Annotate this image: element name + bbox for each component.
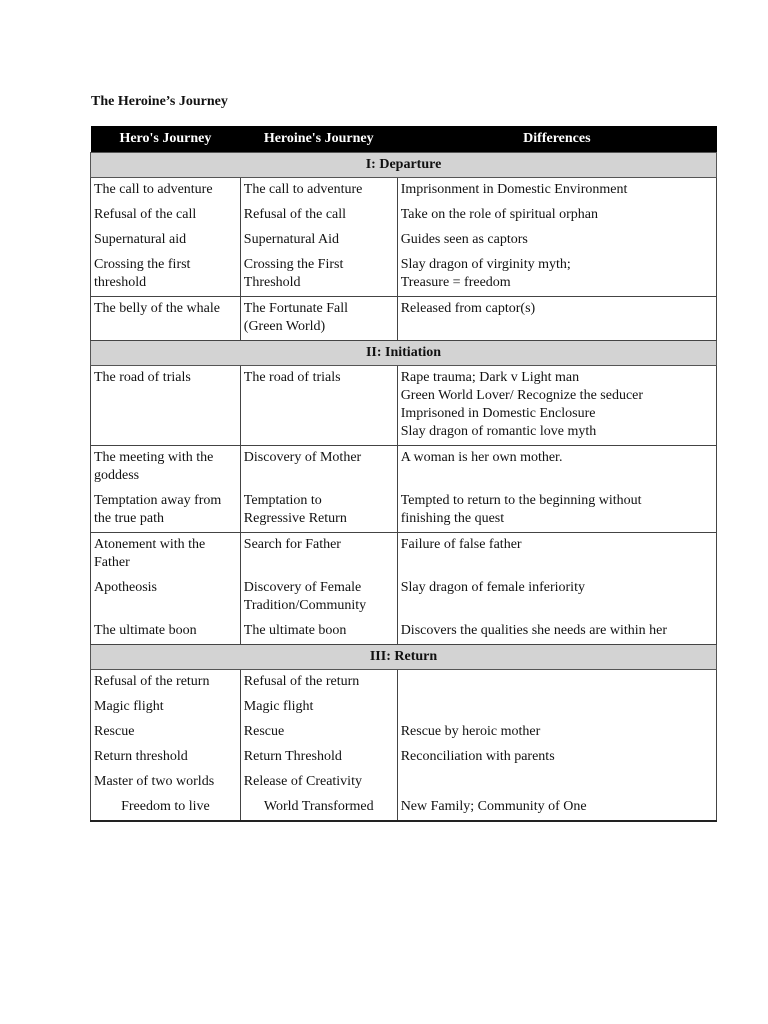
hero-cell <box>91 533 241 577</box>
document-title: The Heroine’s Journey <box>91 94 228 109</box>
hero-text-line: The meeting with the <box>94 450 214 465</box>
hero-text-line: Crossing the first <box>94 257 191 272</box>
table-row <box>91 297 717 341</box>
section-title: II: Initiation <box>91 341 717 366</box>
diff-cell <box>397 297 716 341</box>
hero-cell <box>91 670 241 696</box>
diff-text-line: Slay dragon of virginity myth; <box>400 257 571 272</box>
hero-text-line: The belly of the whale <box>94 301 220 316</box>
heroine-text-line: Return Threshold <box>243 749 342 764</box>
hero-cell <box>91 795 241 821</box>
hero-text-line: The call to adventure <box>94 182 213 197</box>
section-header-row <box>91 153 717 178</box>
hero-text-line: Refusal of the call <box>94 207 197 222</box>
heroine-cell <box>240 203 397 228</box>
header-differences: Differences <box>397 126 716 153</box>
header-heroines-journey: Heroine's Journey <box>240 126 397 153</box>
hero-cell <box>91 770 241 795</box>
heroine-cell <box>240 533 397 577</box>
table-row <box>91 489 717 533</box>
section-header-row <box>91 645 717 670</box>
hero-text-line: threshold <box>94 275 147 290</box>
table-row <box>91 670 717 696</box>
hero-text-line: Rescue <box>94 724 135 739</box>
table-row <box>91 366 717 446</box>
header-heros-journey: Hero's Journey <box>91 126 241 153</box>
heroine-text-line: Threshold <box>243 275 301 290</box>
diff-text-line: Imprisoned in Domestic Enclosure <box>400 406 596 421</box>
hero-text-line: Freedom to live <box>121 799 210 814</box>
heroine-text-line: Temptation to <box>243 493 322 508</box>
heroine-cell <box>240 695 397 720</box>
table-row <box>91 178 717 204</box>
diff-cell <box>397 533 716 577</box>
diff-cell <box>397 253 716 297</box>
heroine-cell <box>240 253 397 297</box>
diff-text-line: Green World Lover/ Recognize the seducer <box>400 388 644 403</box>
heroine-text-line: Supernatural Aid <box>243 232 340 247</box>
hero-cell <box>91 178 241 204</box>
heroine-cell <box>240 489 397 533</box>
hero-cell <box>91 619 241 645</box>
heroine-text-line: The call to adventure <box>243 182 363 197</box>
diff-text-line: Slay dragon of female inferiority <box>400 580 585 595</box>
diff-text-line: Guides seen as captors <box>400 232 528 247</box>
diff-cell <box>397 670 716 696</box>
table-row <box>91 253 717 297</box>
diff-text-line: Take on the role of spiritual orphan <box>400 207 598 222</box>
diff-text-line: Treasure = freedom <box>400 275 511 290</box>
heroine-text-line: Refusal of the return <box>243 674 360 689</box>
section-title: I: Departure <box>91 153 717 178</box>
table-row <box>91 795 717 821</box>
hero-cell <box>91 297 241 341</box>
heroine-text-line: Discovery of Mother <box>243 450 362 465</box>
heroine-text-line: The Fortunate Fall <box>243 301 348 316</box>
heroine-text-line: Tradition/Community <box>243 598 367 613</box>
heroine-cell <box>240 178 397 204</box>
heroine-text-line: Regressive Return <box>243 511 347 526</box>
heroine-cell <box>240 366 397 446</box>
hero-text-line: Supernatural aid <box>94 232 187 247</box>
heroine-text-line: World Transformed <box>263 799 374 814</box>
section-header-row <box>91 341 717 366</box>
diff-text-line: A woman is her own mother. <box>400 450 563 465</box>
diff-cell <box>397 720 716 745</box>
heroine-cell <box>240 297 397 341</box>
heroine-text-line: (Green World) <box>243 319 326 334</box>
hero-text-line: Apotheosis <box>94 580 157 595</box>
table-row <box>91 720 717 745</box>
diff-cell <box>397 619 716 645</box>
heroine-text-line: Rescue <box>243 724 285 739</box>
section-title: III: Return <box>91 645 717 670</box>
diff-cell <box>397 770 716 795</box>
diff-cell <box>397 228 716 253</box>
heroine-cell <box>240 795 397 821</box>
hero-cell <box>91 366 241 446</box>
diff-text-line: Released from captor(s) <box>400 301 536 316</box>
hero-text-line: The ultimate boon <box>94 623 197 638</box>
diff-text-line: Rape trauma; Dark v Light man <box>400 370 580 385</box>
heroine-cell <box>240 619 397 645</box>
diff-text-line: Reconciliation with parents <box>400 749 555 764</box>
hero-cell <box>91 489 241 533</box>
heroine-text-line: The road of trials <box>243 370 341 385</box>
heroine-text-line: Crossing the First <box>243 257 344 272</box>
table-row <box>91 576 717 619</box>
hero-cell <box>91 745 241 770</box>
hero-cell <box>91 253 241 297</box>
diff-text-line: Rescue by heroic mother <box>400 724 541 739</box>
heroine-cell <box>240 720 397 745</box>
heroine-cell <box>240 446 397 490</box>
heroine-text-line: Magic flight <box>243 699 314 714</box>
heroine-text-line: The ultimate boon <box>243 623 347 638</box>
heroine-cell <box>240 745 397 770</box>
diff-text-line: New Family; Community of One <box>400 799 587 814</box>
heroine-cell <box>240 770 397 795</box>
table-row <box>91 228 717 253</box>
diff-text-line: Imprisonment in Domestic Environment <box>400 182 628 197</box>
heroine-cell <box>240 576 397 619</box>
diff-text-line: finishing the quest <box>400 511 505 526</box>
table-row <box>91 695 717 720</box>
diff-cell <box>397 489 716 533</box>
table-row <box>91 619 717 645</box>
hero-cell <box>91 720 241 745</box>
table-row <box>91 745 717 770</box>
diff-text-line: Tempted to return to the beginning without <box>400 493 642 508</box>
hero-cell <box>91 228 241 253</box>
diff-cell <box>397 366 716 446</box>
hero-text-line: Return threshold <box>94 749 188 764</box>
hero-cell <box>91 576 241 619</box>
hero-text-line: Atonement with the <box>94 537 206 552</box>
journey-table <box>90 126 717 822</box>
heroine-cell <box>240 670 397 696</box>
table-row <box>91 770 717 795</box>
heroine-text-line: Refusal of the call <box>243 207 347 222</box>
hero-text-line: Temptation away from <box>94 493 222 508</box>
hero-cell <box>91 446 241 490</box>
hero-text-line: Magic flight <box>94 699 164 714</box>
diff-text-line: Slay dragon of romantic love myth <box>400 424 597 439</box>
diff-cell <box>397 695 716 720</box>
diff-text-line: Discovers the qualities she needs are within her <box>400 623 667 638</box>
table-header-row <box>91 126 717 153</box>
hero-text-line: Refusal of the return <box>94 674 210 689</box>
table-body <box>91 153 717 822</box>
table-row <box>91 533 717 577</box>
hero-text-line: Master of two worlds <box>94 774 215 789</box>
diff-cell <box>397 576 716 619</box>
hero-text-line: the true path <box>94 511 164 526</box>
heroine-cell <box>240 228 397 253</box>
heroine-text-line: Discovery of Female <box>243 580 362 595</box>
hero-text-line: The road of trials <box>94 370 191 385</box>
hero-cell <box>91 695 241 720</box>
diff-cell <box>397 795 716 821</box>
diff-cell <box>397 446 716 490</box>
diff-cell <box>397 203 716 228</box>
hero-text-line: Father <box>94 555 130 570</box>
diff-cell <box>397 178 716 204</box>
hero-text-line: goddess <box>94 468 140 483</box>
heroine-text-line: Search for Father <box>243 537 341 552</box>
hero-cell <box>91 203 241 228</box>
heroine-text-line: Release of Creativity <box>243 774 362 789</box>
diff-cell <box>397 745 716 770</box>
diff-text-line: Failure of false father <box>400 537 522 552</box>
table-row <box>91 446 717 490</box>
table-row <box>91 203 717 228</box>
